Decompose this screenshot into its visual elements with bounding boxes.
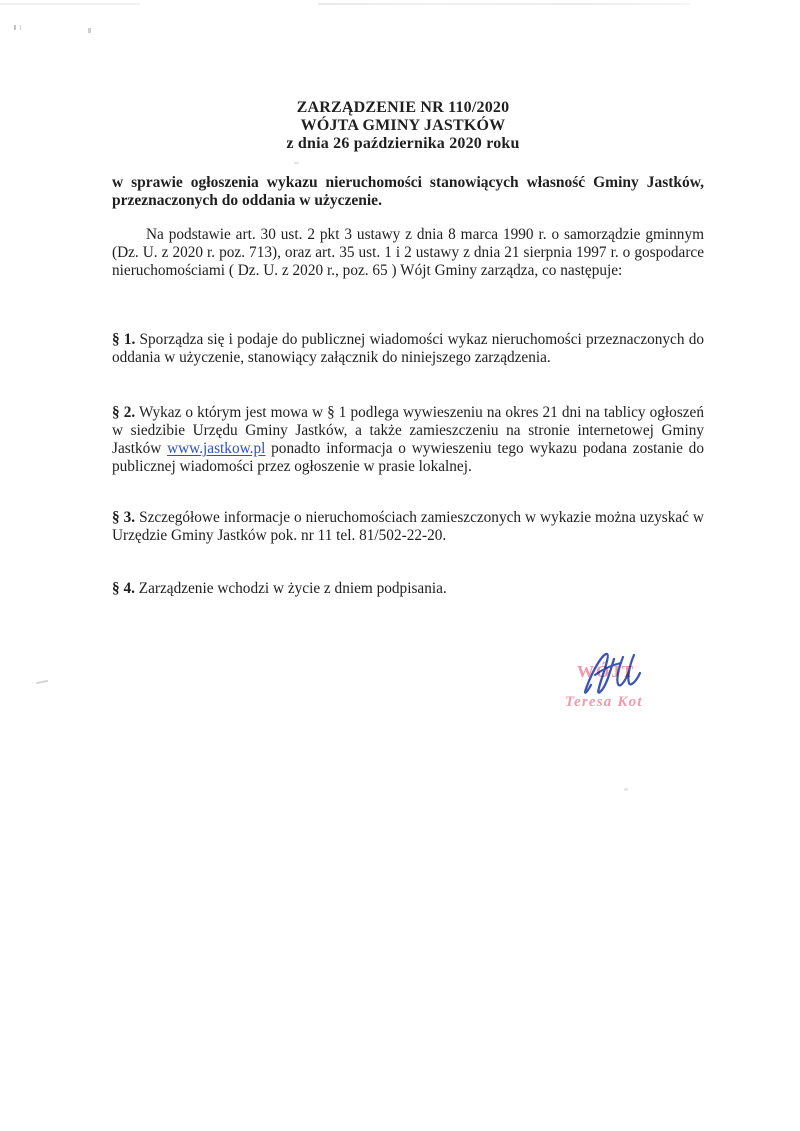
section-number: § 2. [112, 404, 136, 421]
section-number: § 1. [112, 331, 136, 348]
scan-artifact-speck [624, 788, 628, 791]
scan-artifact-speck [294, 162, 299, 164]
section-number: § 3. [112, 509, 136, 526]
mayor-stamp-title: WÓJT [577, 662, 636, 681]
section-text: ponadto informacja o wywieszeniu tego wykazu podana zostanie do publicznej wiadomości przez ogłoszenie w prasie lokalnej. [112, 440, 704, 476]
scan-artifact-line [318, 3, 690, 5]
section-paragraph-3 [112, 509, 704, 545]
document-title-number: ZARZĄDZENIE NR 110/2020 [296, 99, 510, 116]
scan-artifact-line [0, 3, 140, 5]
section-text: Szczegółowe informacje o nieruchomościach zamieszczonych w wykazie można uzyskać w Urzędzie Gminy Jastków pok. nr 11 tel. 81/502-22-20. [112, 509, 704, 545]
legal-basis-paragraph: Na podstawie art. 30 ust. 2 pkt 3 ustawy z dnia 8 marca 1990 r. o samorządzie gminnym (Dz. U. z 2020 r. poz. 713), oraz art. 35 ust. 1 i 2 ustawy z dnia 21 sierpnia 1997 r. o gospodarce nieruchomościami ( Dz. U. z 2020 r., poz. 65 ) Wójt Gminy zarządza, co następuje: [112, 226, 704, 280]
document-header [103, 99, 703, 153]
mayor-stamp-name: Teresa Kot [565, 694, 643, 710]
scan-artifact-speck [14, 25, 21, 30]
section-paragraph-1 [112, 331, 704, 367]
document-title-date: z dnia 26 października 2020 roku [286, 135, 520, 152]
section-number: § 4. [112, 580, 135, 597]
website-link[interactable]: www.jastkow.pl [167, 440, 266, 458]
section-text: Wykaz o którym jest mowa w § 1 podlega wywieszeniu na okres 21 dni na tablicy ogłoszeń w siedzibie Urzędu Gminy Jastków, a także zamieszczeniu na stronie internetowej Gminy Jastków [112, 404, 704, 458]
section-text: Zarządzenie wchodzi w życie z dniem podpisania. [134, 580, 447, 597]
section-text: Sporządza się i podaje do publicznej wiadomości wykaz nieruchomości przeznaczonych do oddania w użyczenie, stanowiący załącznik do niniejszego zarządzenia. [112, 331, 704, 367]
document-subject: w sprawie ogłoszenia wykazu nieruchomości stanowiących własność Gminy Jastków, przeznaczonych do oddania w użyczenie. [112, 174, 704, 209]
section-paragraph-2 [112, 404, 704, 476]
signature-block [556, 652, 676, 722]
section-paragraph-4 [112, 580, 704, 598]
document-title-issuer: WÓJTA GMINY JASTKÓW [300, 117, 506, 134]
scan-artifact-speck [36, 678, 49, 684]
scan-artifact-speck [88, 28, 91, 33]
handwritten-signature-icon [582, 650, 648, 700]
